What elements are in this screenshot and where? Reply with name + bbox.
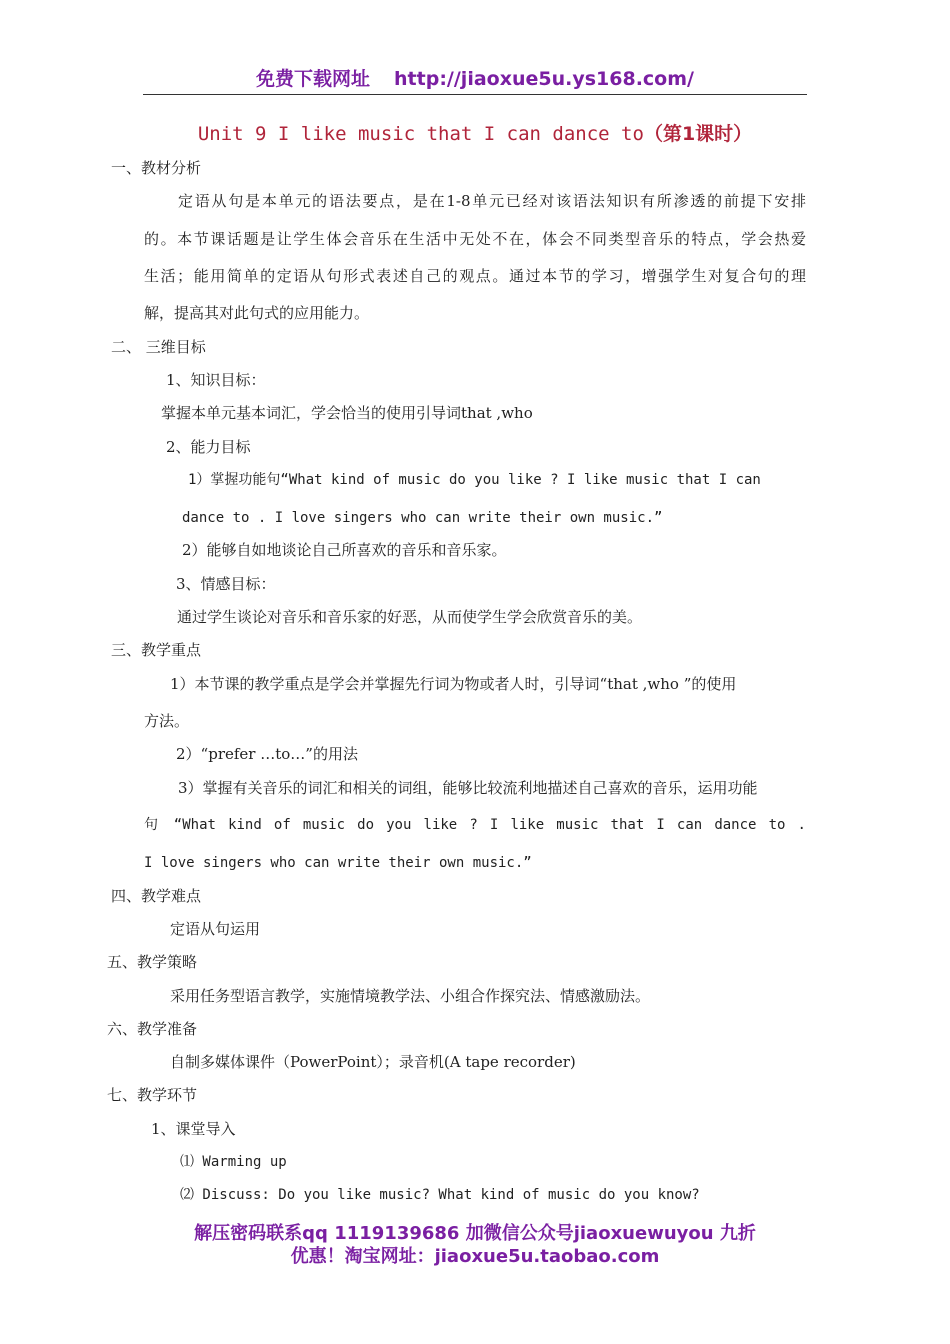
- section-heading-6: 六、教学准备: [107, 1020, 198, 1038]
- section-heading-4: 四、教学难点: [111, 887, 202, 905]
- s2-knowledge-text: 掌握本单元基本词汇，学会恰当的使用引导词that ,who: [161, 404, 533, 422]
- s2-emotion-title: 3、情感目标：: [176, 575, 276, 593]
- s3-point-3-line-2: 句 “What kind of music do you like ? I like music that I can dance to .: [144, 817, 806, 833]
- header-rule: [143, 94, 807, 95]
- footer-line-1: 解压密码联系qq 1119139686 加微信公众号jiaoxuewuyou 九折: [194, 1223, 756, 1244]
- s6-text: 自制多媒体课件（PowerPoint）；录音机(A tape recorder): [170, 1053, 576, 1071]
- title-english: Unit 9 I like music that I can dance to: [197, 123, 644, 145]
- s1-line-4: 解，提高其对此句式的应用能力。: [144, 304, 370, 322]
- header-site-label: 免费下载网址: [256, 68, 371, 90]
- section-heading-1: 一、教材分析: [111, 159, 202, 177]
- s4-text: 定语从句运用: [170, 920, 261, 938]
- footer-line-2: 优惠！淘宝网址：jiaoxue5u.taobao.com: [290, 1246, 660, 1267]
- section-heading-2: 二、 三维目标: [111, 338, 206, 356]
- s2-knowledge-title: 1、知识目标：: [166, 371, 266, 389]
- s2-ability-1-line-1: 1）掌握功能句“What kind of music do you like ? I like music that I can: [188, 472, 761, 488]
- s2-ability-2: 2）能够自如地谈论自己所喜欢的音乐和音乐家。: [182, 541, 507, 559]
- s1-line-3: 生活；能用简单的定语从句形式表述自己的观点。通过本节的学习，增强学生对复合句的理: [144, 267, 806, 285]
- s3-point-2: 2）“prefer …to…”的用法: [176, 745, 358, 763]
- s2-ability-title: 2、能力目标: [166, 438, 251, 456]
- s7-sub-1: 1、课堂导入: [151, 1120, 236, 1138]
- s3-point-1-line-2: 方法。: [144, 712, 190, 730]
- page-title: [0, 119, 950, 146]
- s5-text: 采用任务型语言教学，实施情境教学法、小组合作探究法、情感激励法。: [170, 987, 651, 1005]
- title-chinese: （第1课时）: [643, 123, 753, 145]
- s2-emotion-text: 通过学生谈论对音乐和音乐家的好恶，从而使学生学会欣赏音乐的美。: [177, 608, 643, 626]
- s3-point-3-line-1: 3）掌握有关音乐的词汇和相关的词组，能够比较流利地描述自己喜欢的音乐，运用功能: [178, 779, 758, 797]
- s2-ability-1-line-2: dance to . I love singers who can write their own music.”: [182, 510, 663, 526]
- s7-item-1: ⑴ Warming up: [180, 1154, 287, 1170]
- s7-item-2: ⑵ Discuss: Do you like music? What kind of music do you know?: [180, 1187, 700, 1203]
- section-heading-5: 五、教学策略: [107, 953, 198, 971]
- section-heading-3: 三、教学重点: [111, 641, 202, 659]
- page-header: [143, 64, 807, 91]
- s3-point-1-line-1: 1）本节课的教学重点是学会并掌握先行词为物或者人时，引导词“that ,who ”的使用: [170, 675, 737, 693]
- s1-line-2: 的。本节课话题是让学生体会音乐在生活中无处不在，体会不同类型音乐的特点，学会热爱: [144, 230, 806, 248]
- section-heading-7: 七、教学环节: [107, 1086, 198, 1104]
- header-site-url[interactable]: http://jiaoxue5u.ys168.com/: [394, 68, 694, 90]
- s1-line-1: 定语从句是本单元的语法要点，是在1-8单元已经对该语法知识有所渗透的前提下安排: [178, 192, 806, 210]
- s3-point-3-line-3: I love singers who can write their own music.”: [144, 855, 532, 871]
